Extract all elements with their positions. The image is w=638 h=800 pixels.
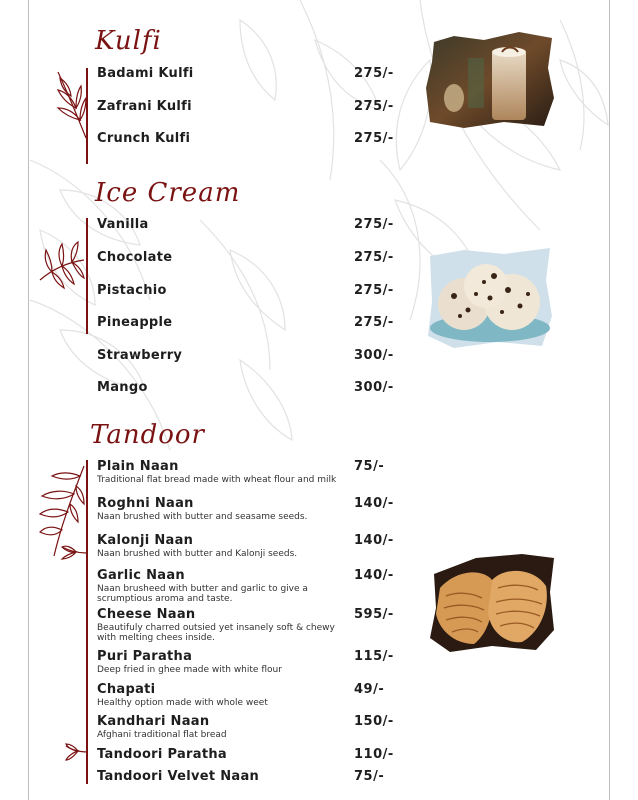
item-name: Plain Naan [97,459,179,474]
item-price: 300/- [354,380,394,395]
item-name: Pistachio [97,283,167,298]
item-name: Tandoori Velvet Naan [97,769,260,784]
item-name: Tandoori Paratha [97,747,227,762]
section-title-ice-cream: Ice Cream [95,178,241,208]
item-price: 275/- [354,315,394,330]
item-description: Traditional flat bread made with wheat flour and milk [97,475,337,485]
item-price: 75/- [354,459,385,474]
item-name: Vanilla [97,217,149,232]
item-price: 140/- [354,568,394,583]
item-price: 300/- [354,348,394,363]
item-name: Badami Kulfi [97,66,194,81]
item-name: Roghni Naan [97,496,194,511]
item-price: 275/- [354,217,394,232]
ice-cream-photo [424,246,554,350]
leaf-sprig-icon [64,742,88,762]
item-name: Strawberry [97,348,183,363]
kulfi-photo [424,28,556,130]
section-title-tandoor: Tandoor [90,420,205,450]
item-price: 140/- [354,533,394,548]
item-price: 275/- [354,131,394,146]
item-name: Chocolate [97,250,173,265]
item-price: 275/- [354,99,394,114]
item-name: Mango [97,380,148,395]
item-price: 275/- [354,283,394,298]
item-name: Puri Paratha [97,649,193,664]
item-description: Beautifuly charred outsied yet insanely soft & chewy with melting chees inside. [97,623,335,643]
item-name: Cheese Naan [97,607,196,622]
section-divider-line [86,460,88,784]
item-description: Naan brusheed with butter and garlic to give a scrumptious aroma and taste. [97,584,308,604]
item-name: Chapati [97,682,156,697]
item-price: 49/- [354,682,385,697]
item-price: 140/- [354,496,394,511]
leaf-sprig-icon [36,240,86,290]
item-price: 275/- [354,250,394,265]
section-title-kulfi: Kulfi [95,26,162,56]
item-price: 275/- [354,66,394,81]
item-name: Kandhari Naan [97,714,210,729]
item-name: Pineapple [97,315,173,330]
item-name: Garlic Naan [97,568,185,583]
item-price: 150/- [354,714,394,729]
item-price: 75/- [354,769,385,784]
item-price: 115/- [354,649,394,664]
item-description: Afghani traditional flat bread [97,730,227,740]
item-name: Zafrani Kulfi [97,99,192,114]
item-price: 595/- [354,607,394,622]
leaf-sprig-icon [52,68,88,140]
item-name: Kalonji Naan [97,533,194,548]
item-description: Naan brushed with butter and seasame seeds. [97,512,308,522]
section-divider-line [86,218,88,334]
naan-photo [426,552,556,654]
item-price: 110/- [354,747,394,762]
item-description: Healthy option made with whole weet [97,698,268,708]
item-name: Crunch Kulfi [97,131,191,146]
item-description: Naan brushed with butter and Kalonji seeds. [97,549,298,559]
leaf-sprig-icon [60,543,86,561]
item-description: Deep fried in ghee made with white flour [97,665,282,675]
